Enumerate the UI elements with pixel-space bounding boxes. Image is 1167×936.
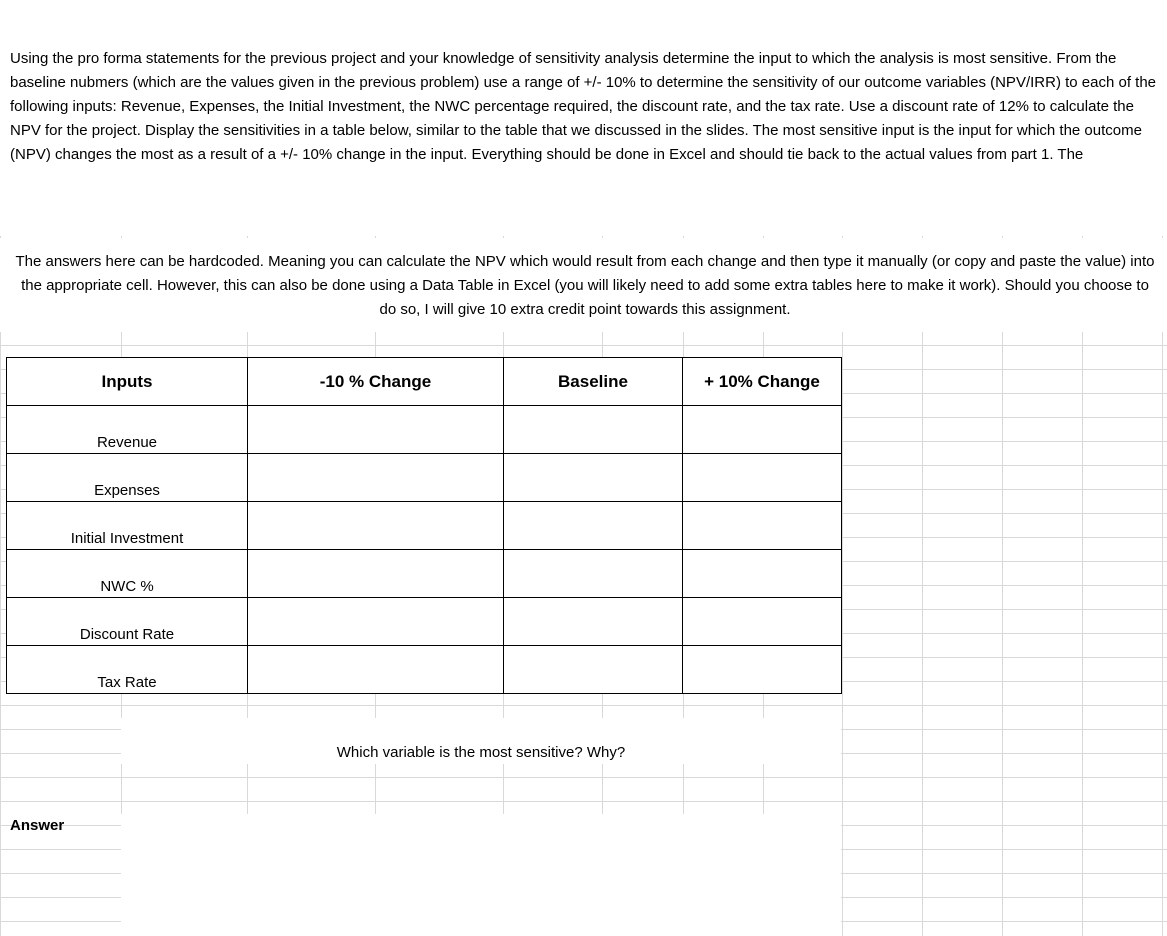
answer-area[interactable] xyxy=(121,814,841,936)
table-header-row xyxy=(7,358,842,406)
nwc-plus-10-cell[interactable] xyxy=(683,550,842,598)
header-minus-10[interactable]: -10 % Change xyxy=(248,358,504,406)
expenses-minus-10-cell[interactable] xyxy=(248,454,504,502)
revenue-plus-10-cell[interactable] xyxy=(683,406,842,454)
header-inputs[interactable]: Inputs xyxy=(7,358,248,406)
sensitivity-question: Which variable is the most sensitive? Why? xyxy=(336,744,626,761)
table-row xyxy=(7,502,842,550)
tax-rate-plus-10-cell[interactable] xyxy=(683,646,842,694)
initial-investment-plus-10-cell[interactable] xyxy=(683,502,842,550)
answer-label: Answer xyxy=(10,817,65,834)
sensitivity-table xyxy=(6,357,842,694)
instructions-text: Using the pro forma statements for the previous project and your knowledge of sensitivity analysis determine the input to which the analysis is most sensitive. From the baseline nubmers (which are the values given in the previous problem) use a range of +/- 10% to determine the sensitivity of our outcome variables (NPV/IRR) to each of the following inputs: Revenue, Expenses, the Initial Investment, the NWC percentage required, the discount rate, and the tax rate. Use a discount rate of 12% to calculate the NPV for the project. Display the sensitivities in a table below, similar to the table that we discussed in the slides. The most sensitive input is the input for which the outcome (NPV) changes the most as a result of a +/- 10% change in the input. Everything should be done in Excel and should tie back to the actual values from part 1. The xyxy=(10,50,1157,163)
header-plus-10[interactable]: + 10% Change xyxy=(683,358,842,406)
initial-investment-baseline-cell[interactable] xyxy=(504,502,683,550)
expenses-plus-10-cell[interactable] xyxy=(683,454,842,502)
revenue-minus-10-cell[interactable] xyxy=(248,406,504,454)
nwc-minus-10-cell[interactable] xyxy=(248,550,504,598)
table-row xyxy=(7,550,842,598)
discount-rate-minus-10-cell[interactable] xyxy=(248,598,504,646)
discount-rate-baseline-cell[interactable] xyxy=(504,598,683,646)
row-label-expenses[interactable]: Expenses xyxy=(7,454,248,502)
expenses-baseline-cell[interactable] xyxy=(504,454,683,502)
tax-rate-minus-10-cell[interactable] xyxy=(248,646,504,694)
row-label-tax-rate[interactable]: Tax Rate xyxy=(7,646,248,694)
row-label-revenue[interactable]: Revenue xyxy=(7,406,248,454)
tax-rate-baseline-cell[interactable] xyxy=(504,646,683,694)
initial-investment-minus-10-cell[interactable] xyxy=(248,502,504,550)
nwc-baseline-cell[interactable] xyxy=(504,550,683,598)
row-label-initial-investment[interactable]: Initial Investment xyxy=(7,502,248,550)
discount-rate-plus-10-cell[interactable] xyxy=(683,598,842,646)
header-baseline[interactable]: Baseline xyxy=(504,358,683,406)
row-label-nwc[interactable]: NWC % xyxy=(7,550,248,598)
table-row xyxy=(7,406,842,454)
revenue-baseline-cell[interactable] xyxy=(504,406,683,454)
table-row xyxy=(7,454,842,502)
table-row xyxy=(7,646,842,694)
hardcode-note-text: The answers here can be hardcoded. Meaning you can calculate the NPV which would result from each change and then type it manually (or copy and paste the value) into the appropriate cell. However, this can also be done using a Data Table in Excel (you will likely need to add some extra tables here to make it work). Should you choose to do so, I will give 10 extra credit point towards this assignment. xyxy=(15,253,1155,318)
table-row xyxy=(7,598,842,646)
row-label-discount-rate[interactable]: Discount Rate xyxy=(7,598,248,646)
